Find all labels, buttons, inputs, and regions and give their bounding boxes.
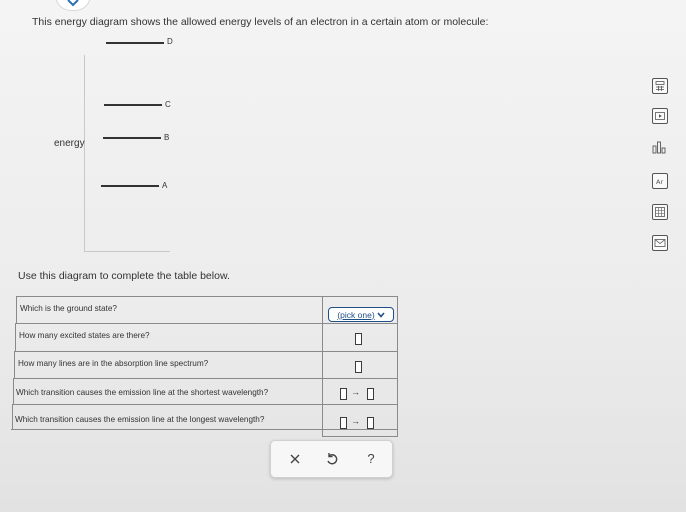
level-label-d: D (167, 37, 173, 46)
table-border-left (12, 404, 13, 429)
level-label-c: C (165, 100, 171, 109)
calculator-icon[interactable] (652, 78, 668, 94)
table-row-question: Which is the ground state? (20, 304, 117, 313)
undo-icon (325, 452, 339, 466)
table-row-question: How many lines are in the absorption line spectrum? (18, 359, 209, 368)
longest-transition-from-input[interactable] (340, 417, 347, 429)
energy-level-b (103, 137, 161, 139)
energy-axis-label: energy (54, 138, 85, 149)
excited-states-input[interactable] (355, 333, 362, 345)
x-icon (289, 453, 301, 465)
help-button[interactable] (361, 449, 381, 469)
level-label-b: B (164, 133, 170, 142)
email-icon[interactable] (652, 235, 668, 251)
chevron-down-icon (377, 312, 385, 318)
collapse-tab[interactable] (55, 0, 91, 11)
clear-button[interactable] (285, 449, 305, 469)
shortest-transition-to-input[interactable] (367, 388, 374, 400)
table-border-top (16, 296, 397, 297)
table-divider (13, 378, 397, 379)
table-border-bottom (11, 429, 398, 430)
table-column-divider (322, 296, 323, 436)
table-border-bottom (322, 436, 398, 437)
element-glyph (653, 174, 667, 188)
transition-arrow: → (351, 387, 360, 397)
table-border-right (397, 296, 398, 436)
video-icon[interactable] (652, 108, 668, 124)
table-row-question: Which transition causes the emission line at the shortest wavelength? (16, 388, 269, 397)
table-border-left (14, 351, 15, 378)
energy-level-c (104, 104, 162, 106)
table-divider (12, 404, 397, 405)
svg-text:Ar: Ar (656, 178, 664, 186)
play-glyph (653, 109, 667, 123)
question-text: This energy diagram shows the allowed energy levels of an electron in a certain atom or molecule: (32, 16, 489, 28)
grid-glyph (653, 205, 667, 219)
shortest-transition-from-input[interactable] (340, 388, 347, 400)
calculator-glyph (653, 79, 667, 93)
table-row-question: How many excited states are there? (19, 331, 150, 340)
chart-icon[interactable] (652, 140, 666, 154)
help-label: ? (367, 451, 375, 466)
chevron-down-icon (67, 0, 79, 7)
baseline-axis (84, 251, 170, 252)
action-bar (270, 440, 393, 478)
bar-chart-glyph (652, 140, 668, 154)
energy-axis (84, 55, 85, 252)
level-label-a: A (162, 181, 168, 190)
table-border-left (16, 296, 17, 323)
select-placeholder: (pick one) (337, 309, 375, 320)
energy-level-d (106, 42, 164, 44)
table-border-left (15, 323, 16, 351)
table-divider (15, 323, 397, 324)
energy-level-a (101, 185, 159, 187)
table-border-left (13, 378, 14, 404)
table-divider (14, 351, 397, 352)
periodic-table-icon[interactable] (652, 173, 668, 189)
longest-transition-to-input[interactable] (367, 417, 374, 429)
transition-arrow: → (351, 416, 360, 426)
envelope-glyph (653, 236, 667, 250)
table-row-question: Which transition causes the emission line at the longest wavelength? (15, 415, 265, 424)
ground-state-select[interactable] (328, 307, 394, 322)
absorption-lines-input[interactable] (355, 361, 362, 373)
instructions: Use this diagram to complete the table below. (18, 270, 230, 282)
undo-button[interactable] (322, 449, 342, 469)
data-icon[interactable] (652, 204, 668, 220)
